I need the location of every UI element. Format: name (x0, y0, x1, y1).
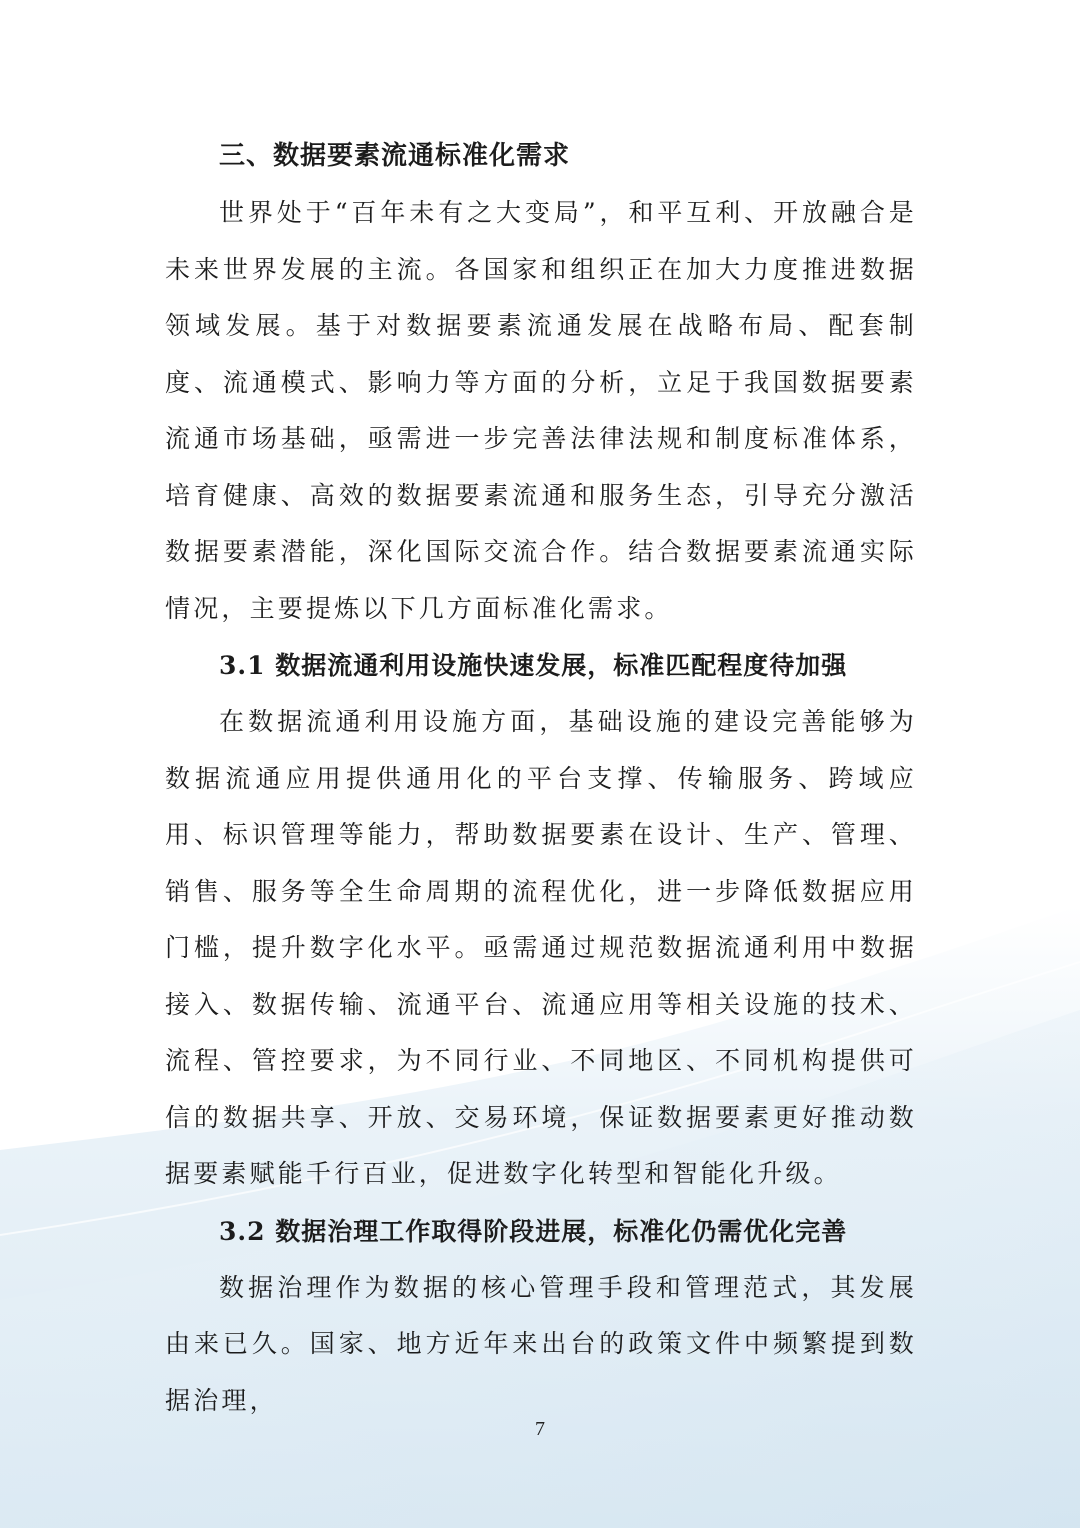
subsection-3-1-paragraph: 在数据流通利用设施方面，基础设施的建设完善能够为数据流通应用提供通用化的平台支撑、传输服务、跨域应用、标识管理等能力，帮助数据要素在设计、生产、管理、销售、服务等全生命周期的流程优化，进一步降低数据应用门槛，提升数字化水平。亟需通过规范数据流通利用中数据接入、数据传输、流通平台、流通应用等相关设施的技术、流程、管控要求，为不同行业、不同地区、不同机构提供可信的数据共享、开放、交易环境，保证数据要素更好推动数据要素赋能千行百业，促进数字化转型和智能化升级。 (165, 707, 917, 1188)
page-number: 7 (535, 1418, 545, 1440)
subsection-heading-3-1: 3.1 数据流通利用设施快速发展，标准匹配程度待加强 (219, 651, 848, 680)
section-heading: 三、数据要素流通标准化需求 (219, 141, 571, 171)
section-paragraph: 世界处于“百年未有之大变局”，和平互利、开放融合是未来世界发展的主流。各国家和组织正在加大力度推进数据领域发展。基于对数据要素流通发展在战略布局、配套制度、流通模式、影响力等方面的分析，立足于我国数据要素流通市场基础，亟需进一步完善法律法规和制度标准体系，培育健康、高效的数据要素流通和服务生态，引导充分激活数据要素潜能，深化国际交流合作。结合数据要素流通实际情况，主要提炼以下几方面标准化需求。 (165, 198, 917, 623)
document-body (165, 128, 917, 1429)
subsection-heading-3-2: 3.2 数据治理工作取得阶段进展，标准化仍需优化完善 (219, 1216, 848, 1246)
subsection-3-2-paragraph: 数据治理作为数据的核心管理手段和管理范式，其发展由来已久。国家、地方近年来出台的政策文件中频繁提到数据治理， (165, 1272, 917, 1415)
